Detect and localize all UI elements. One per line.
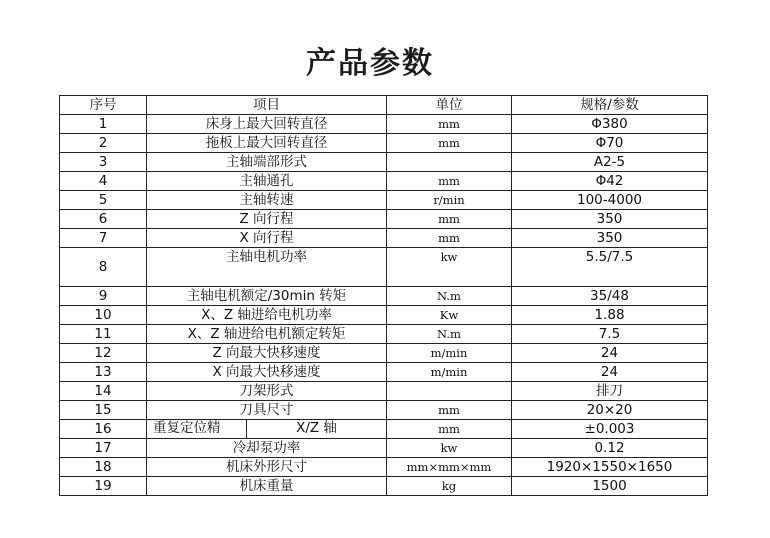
cell-spec: 24 xyxy=(512,363,708,382)
cell-unit: kw xyxy=(387,248,512,287)
cell-unit: mm xyxy=(387,115,512,134)
cell-spec: 20×20 xyxy=(512,401,708,420)
cell-no: 3 xyxy=(60,153,147,172)
table-row xyxy=(60,439,708,458)
header-spec: 规格/参数 xyxy=(512,96,708,115)
cell-unit: mm×mm×mm xyxy=(387,458,512,477)
cell-unit: kg xyxy=(387,477,512,496)
cell-item: X、Z 轴进给电机额定转矩 xyxy=(147,325,387,344)
cell-unit: r/min xyxy=(387,191,512,210)
cell-no: 7 xyxy=(60,229,147,248)
table-row xyxy=(60,325,708,344)
cell-spec: 5.5/7.5 xyxy=(512,248,708,287)
table-row xyxy=(60,420,708,439)
cell-unit: Kw xyxy=(387,306,512,325)
cell-no: 11 xyxy=(60,325,147,344)
table-row xyxy=(60,458,708,477)
cell-item: 主轴转速 xyxy=(147,191,387,210)
cell-no: 17 xyxy=(60,439,147,458)
table-row xyxy=(60,210,708,229)
cell-item: 机床重量 xyxy=(147,477,387,496)
product-spec-table xyxy=(59,95,708,496)
cell-spec: 100-4000 xyxy=(512,191,708,210)
cell-spec: A2-5 xyxy=(512,153,708,172)
table-row xyxy=(60,172,708,191)
cell-spec: ±0.003 xyxy=(512,420,708,439)
cell-no: 2 xyxy=(60,134,147,153)
cell-item: 主轴端部形式 xyxy=(147,153,387,172)
cell-item: 冷却泵功率 xyxy=(147,439,387,458)
page-title: 产品参数 xyxy=(306,46,434,81)
cell-item: X、Z 轴进给电机功率 xyxy=(147,306,387,325)
cell-no: 15 xyxy=(60,401,147,420)
cell-item: Z 向行程 xyxy=(147,210,387,229)
cell-spec: 24 xyxy=(512,344,708,363)
cell-unit: m/min xyxy=(387,363,512,382)
table-row xyxy=(60,306,708,325)
cell-item: 机床外形尺寸 xyxy=(147,458,387,477)
cell-spec: 排刀 xyxy=(512,382,708,401)
table-row xyxy=(60,191,708,210)
table-row xyxy=(60,248,708,287)
cell-unit: N.m xyxy=(387,287,512,306)
cell-spec: Φ70 xyxy=(512,134,708,153)
cell-spec: Φ380 xyxy=(512,115,708,134)
cell-item: 主轴电机额定/30min 转矩 xyxy=(147,287,387,306)
cell-no: 14 xyxy=(60,382,147,401)
cell-no: 4 xyxy=(60,172,147,191)
table-row xyxy=(60,477,708,496)
cell-spec: 350 xyxy=(512,210,708,229)
header-unit: 单位 xyxy=(387,96,512,115)
cell-no: 9 xyxy=(60,287,147,306)
cell-unit: m/min xyxy=(387,344,512,363)
cell-spec: 350 xyxy=(512,229,708,248)
cell-item-split xyxy=(147,420,387,439)
table-row xyxy=(60,363,708,382)
cell-item: 主轴电机功率 xyxy=(147,248,387,287)
cell-unit: mm xyxy=(387,420,512,439)
cell-no: 10 xyxy=(60,306,147,325)
cell-item: 拖板上最大回转直径 xyxy=(147,134,387,153)
cell-unit: mm xyxy=(387,172,512,191)
cell-no: 13 xyxy=(60,363,147,382)
header-no: 序号 xyxy=(60,96,147,115)
cell-unit: mm xyxy=(387,229,512,248)
cell-unit xyxy=(387,153,512,172)
cell-spec: 7.5 xyxy=(512,325,708,344)
cell-no: 1 xyxy=(60,115,147,134)
cell-unit: mm xyxy=(387,134,512,153)
cell-no: 12 xyxy=(60,344,147,363)
header-item: 项目 xyxy=(147,96,387,115)
table-row xyxy=(60,229,708,248)
cell-item: X 向行程 xyxy=(147,229,387,248)
cell-unit xyxy=(387,382,512,401)
table-row xyxy=(60,401,708,420)
cell-no: 16 xyxy=(60,420,147,439)
cell-unit: mm xyxy=(387,210,512,229)
cell-no: 19 xyxy=(60,477,147,496)
cell-item-label: 重复定位精 xyxy=(147,420,247,438)
cell-unit: kw xyxy=(387,439,512,458)
table-header-row xyxy=(60,96,708,115)
table-row xyxy=(60,382,708,401)
cell-no: 8 xyxy=(60,248,147,287)
cell-unit: N.m xyxy=(387,325,512,344)
cell-no: 5 xyxy=(60,191,147,210)
cell-item: 刀架形式 xyxy=(147,382,387,401)
cell-no: 6 xyxy=(60,210,147,229)
cell-item-sub: X/Z 轴 xyxy=(296,420,337,436)
cell-spec: 0.12 xyxy=(512,439,708,458)
table-row xyxy=(60,287,708,306)
cell-spec: 1.88 xyxy=(512,306,708,325)
cell-no: 18 xyxy=(60,458,147,477)
cell-item: 床身上最大回转直径 xyxy=(147,115,387,134)
cell-spec: Φ42 xyxy=(512,172,708,191)
cell-item: 刀具尺寸 xyxy=(147,401,387,420)
cell-spec: 1920×1550×1650 xyxy=(512,458,708,477)
cell-item: 主轴通孔 xyxy=(147,172,387,191)
cell-spec: 1500 xyxy=(512,477,708,496)
table-row xyxy=(60,153,708,172)
table-row xyxy=(60,115,708,134)
table-row xyxy=(60,134,708,153)
cell-item: Z 向最大快移速度 xyxy=(147,344,387,363)
cell-unit: mm xyxy=(387,401,512,420)
table-row xyxy=(60,344,708,363)
cell-spec: 35/48 xyxy=(512,287,708,306)
cell-item: X 向最大快移速度 xyxy=(147,363,387,382)
